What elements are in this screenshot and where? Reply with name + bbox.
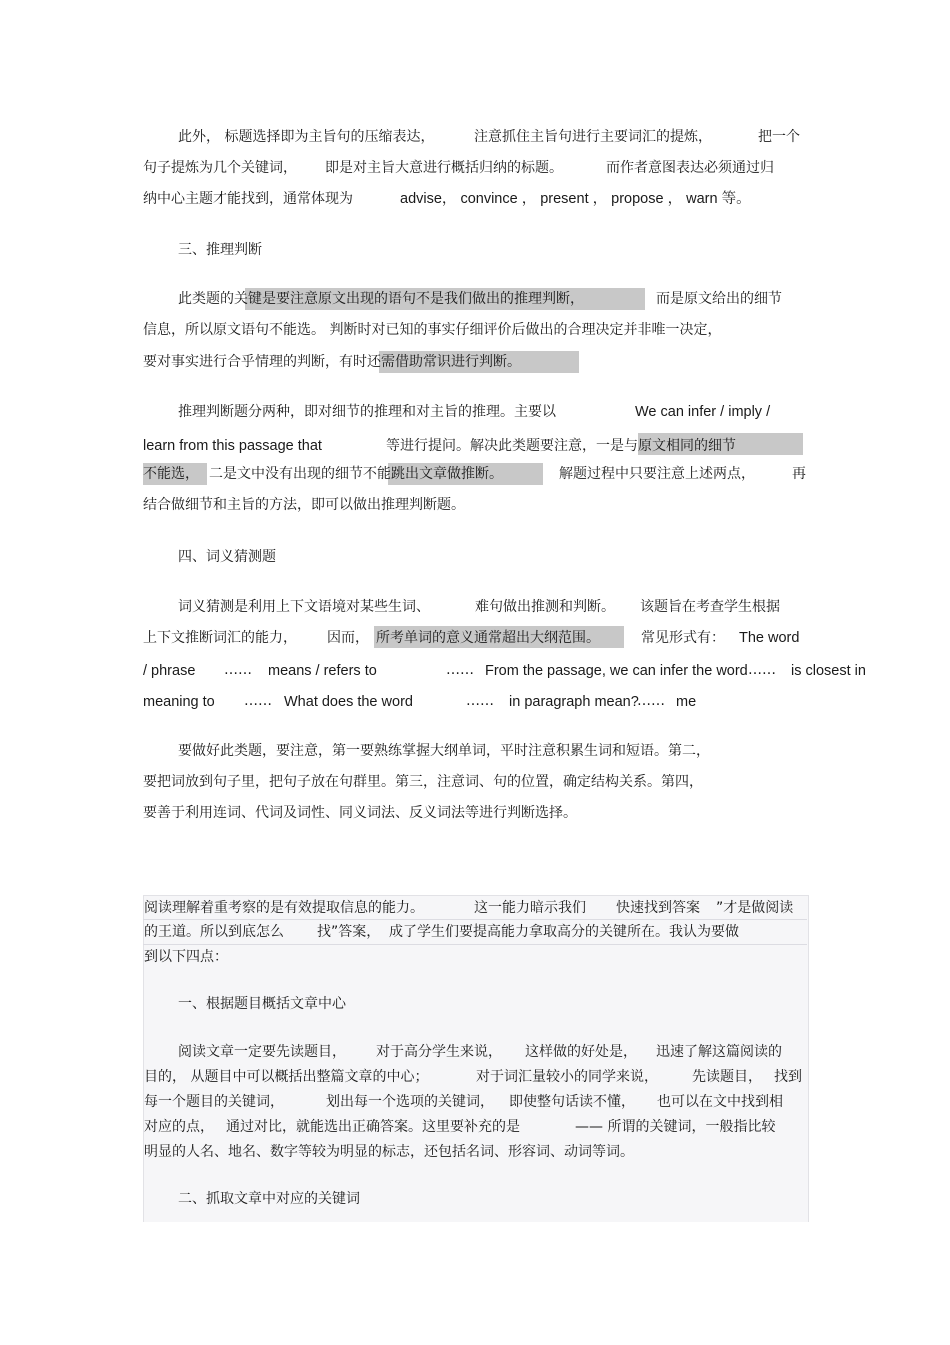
text-line: 而作者意图表达必须通过归: [606, 160, 774, 176]
text-line: 这样做的好处是，: [525, 1044, 637, 1060]
text-line: 要把词放到句子里，把句子放在句群里。第三，注意词、句的位置，确定结构关系。第四，: [143, 774, 703, 790]
text-line: 也可以在文中找到相: [657, 1094, 783, 1110]
text-line: 而是原文给出的细节: [656, 291, 782, 307]
text-line: 注意抓住主旨句进行主要词汇的提炼，: [474, 129, 712, 145]
box-heading-1: 一、根据题目概括文章中心: [178, 996, 346, 1012]
text-line: 的王道。所以到底怎么: [144, 924, 284, 940]
text-line: 句子提炼为几个关键词，: [143, 160, 297, 176]
text-line: 常见形式有：: [641, 630, 725, 646]
text-line: is closest in: [791, 663, 866, 679]
text-line: 快速找到答案: [616, 900, 700, 916]
text-line: 明显的人名、地名、数字等较为明显的标志，还包括名词、形容词、动词等词。: [144, 1144, 634, 1160]
text-line: 信息，所以原文语句不能选。 判断时对已知的事实仔细评价后做出的合理决定并非唯一决定，: [143, 322, 722, 338]
text-line: The word: [739, 630, 800, 646]
text-line: 等进行提问。解决此类题要注意，一是与原文相同的细节: [386, 438, 736, 454]
ellipsis: ……: [244, 693, 272, 709]
text-line: We can infer / imply /: [635, 404, 771, 420]
text-line: 这一能力暗示我们: [474, 900, 586, 916]
text-line: in paragraph mean?: [509, 694, 639, 710]
ellipsis: ……: [446, 662, 474, 678]
text-line: 结合做细节和主旨的方法，即可以做出推理判断题。: [143, 497, 465, 513]
ellipsis: ……: [466, 693, 494, 709]
text-line: 对应的点，: [144, 1119, 214, 1135]
text-line: 找”答案，: [317, 924, 381, 940]
text-line: 再: [792, 466, 806, 482]
text-line: 即是对主旨大意进行概括归纳的标题。: [325, 160, 563, 176]
text-line: 到以下四点：: [144, 949, 228, 965]
text-line: 因而，: [327, 630, 369, 646]
section4-heading: 四、词义猜测题: [178, 549, 276, 565]
text-line: 成了学生们要提高能力拿取高分的关键所在。我认为要做: [389, 924, 739, 940]
text-line: 对于词汇量较小的同学来说，: [476, 1069, 658, 1085]
ellipsis: ……: [224, 662, 252, 678]
text-line: 难句做出推测和判断。: [475, 599, 615, 615]
divider: [143, 944, 807, 945]
text-line: 即使整句话读不懂，: [509, 1094, 635, 1110]
text-line: ”才是做阅读: [716, 900, 794, 916]
text-line: 不能选，: [143, 466, 199, 482]
text-line: 要做好此类题，要注意，第一要熟练掌握大纲单词，平时注意积累生词和短语。第二，: [178, 743, 710, 759]
text-line: advise， convince ， present ， propose ， warn 等。: [400, 191, 751, 207]
text-line: 阅读理解着重考察的是有效提取信息的能力。: [144, 900, 424, 916]
text-line: means / refers to: [268, 663, 377, 679]
ellipsis: ……: [748, 662, 776, 678]
text-line: 词义猜测是利用上下文语境对某些生词、: [178, 599, 430, 615]
text-line: 每一个题目的关键词，: [144, 1094, 284, 1110]
text-line: 此外， 标题选择即为主旨句的压缩表达，: [178, 129, 435, 145]
text-line: 推理判断题分两种，即对细节的推理和对主旨的推理。主要以: [178, 404, 556, 420]
text-line: 迅速了解这篇阅读的: [656, 1044, 782, 1060]
divider: [143, 919, 807, 920]
text-line: 要对事实进行合乎情理的判断，有时还需借助常识进行判断。: [143, 354, 521, 370]
text-line: 划出每一个选项的关键词，: [326, 1094, 494, 1110]
text-line: / phrase: [143, 663, 196, 679]
text-line: 目的， 从题目中可以概括出整篇文章的中心；: [144, 1069, 429, 1085]
text-line: 上下文推断词汇的能力，: [143, 630, 297, 646]
text-line: 先读题目，: [692, 1069, 762, 1085]
text-line: From the passage, we can infer the word: [485, 663, 748, 679]
text-line: What does the word: [284, 694, 413, 710]
text-line: meaning to: [143, 694, 215, 710]
text-line: —— 所谓的关键词，一般指比较: [575, 1119, 776, 1135]
box-heading-2: 二、抓取文章中对应的关键词: [178, 1191, 360, 1207]
text-line: 对于高分学生来说，: [376, 1044, 502, 1060]
ellipsis: ……: [637, 693, 665, 709]
text-line: me: [676, 694, 697, 710]
text-line: 该题旨在考查学生根据: [640, 599, 780, 615]
text-line: 找到: [774, 1069, 802, 1085]
text-line: 此类题的关键是要注意原文出现的语句不是我们做出的推理判断，: [178, 291, 584, 307]
text-line: 要善于利用连词、代词及词性、同义词法、反义词法等进行判断选择。: [143, 805, 577, 821]
section3-heading: 三、推理判断: [178, 242, 262, 258]
text-line: 二是文中没有出现的细节不能跳出文章做推断。: [209, 466, 503, 482]
text-line: 纳中心主题才能找到，通常体现为: [143, 191, 353, 207]
text-line: learn from this passage that: [143, 438, 322, 454]
text-line: 通过对比，就能选出正确答案。这里要补充的是: [226, 1119, 520, 1135]
text-line: 解题过程中只要注意上述两点，: [559, 466, 755, 482]
text-line: 阅读文章一定要先读题目，: [178, 1044, 346, 1060]
text-line: 把一个: [758, 129, 800, 145]
text-line: 所考单词的意义通常超出大纲范围。: [376, 630, 600, 646]
